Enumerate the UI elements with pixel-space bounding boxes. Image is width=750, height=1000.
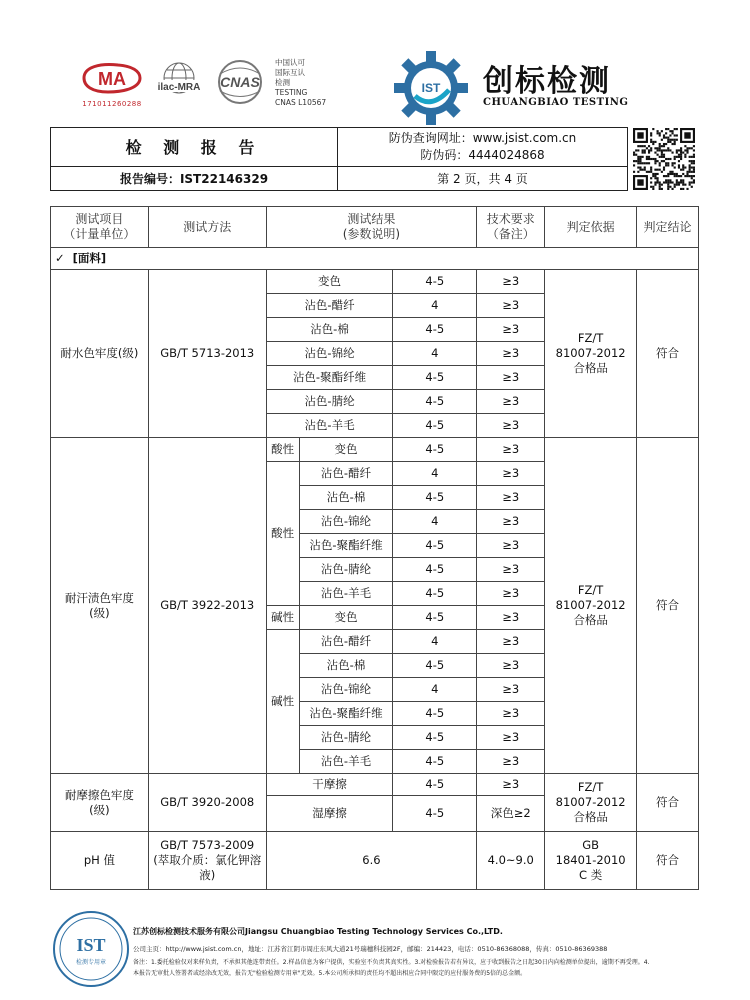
sweat-method: GB/T 3922-2013 [148, 438, 266, 774]
param-name: 沾色-腈纶 [266, 390, 393, 414]
brand-name-en: CHUANGBIAO TESTING [483, 97, 629, 108]
cma-logo [78, 62, 144, 94]
requirement-value: ≥3 [477, 774, 545, 796]
header-requirement: 技术要求 （备注） [477, 207, 545, 248]
requirement-value: ≥3 [477, 750, 545, 774]
requirement-value: ≥3 [477, 366, 545, 390]
ist-logo-text: IST [421, 81, 441, 95]
param-name: 湿摩擦 [266, 796, 393, 832]
ph-method: GB/T 7573-2009 (萃取介质：氯化钾溶 液) [148, 832, 266, 890]
water-item: 耐水色牢度(级) [51, 270, 149, 438]
requirement-value: ≥3 [477, 534, 545, 558]
result-value: 4 [393, 294, 477, 318]
check-mark-icon: ✓ [55, 251, 65, 265]
water-basis: FZ/T 81007-2012 合格品 [545, 270, 637, 438]
testing-seal-stamp [52, 910, 130, 988]
qr-code[interactable] [633, 128, 695, 190]
result-value: 4-5 [393, 606, 477, 630]
ist-logo [393, 50, 469, 126]
requirement-value: ≥3 [477, 294, 545, 318]
requirement-value: ≥3 [477, 510, 545, 534]
verify-code: 防伪码：4444024868 [420, 147, 545, 162]
requirement-value: ≥3 [477, 390, 545, 414]
param-name: 沾色-醋纤 [266, 294, 393, 318]
param-name: 沾色-醋纤 [299, 462, 393, 486]
brand-name-cn: 创标检测 [483, 64, 611, 99]
header-result: 测试结果 (参数说明) [266, 207, 477, 248]
param-name: 沾色-棉 [299, 654, 393, 678]
result-value: 4 [393, 678, 477, 702]
result-value: 4-5 [393, 414, 477, 438]
result-value: 4-5 [393, 366, 477, 390]
requirement-value: ≥3 [477, 342, 545, 366]
ph-basis: GB 18401-2010 C 类 [545, 832, 637, 890]
ph-value: 6.6 [266, 832, 477, 890]
rub-basis: FZ/T 81007-2012 合格品 [545, 774, 637, 832]
result-value: 4-5 [393, 318, 477, 342]
requirement-value: ≥3 [477, 486, 545, 510]
header-basis: 判定依据 [545, 207, 637, 248]
result-value: 4-5 [393, 726, 477, 750]
requirement-value: ≥3 [477, 582, 545, 606]
ph-row [51, 832, 699, 890]
result-value: 4-5 [393, 796, 477, 832]
ilac-text: ilac-MRA [157, 82, 201, 93]
table-row [51, 774, 699, 796]
seal-text: IST [76, 935, 106, 955]
cma-number: 171011260288 [82, 100, 142, 108]
report-title: 检 测 报 告 [51, 128, 338, 167]
seal-subtext: 检测专用章 [75, 959, 107, 966]
requirement-value: ≥3 [477, 438, 545, 462]
verify-site[interactable]: 防伪查询网址：www.jsist.com.cn [388, 130, 577, 145]
footer-note-1: 备注：1.委托检验仅对来样负责，不承担其他连带责任。2.样品信息为客户提供，实验室不负责其真实性。3.对检验报告若有异议，应于收到报告之日起30日内向检测单位提出，逾期不再受理。4. [133, 959, 650, 966]
requirement-value: ≥3 [477, 318, 545, 342]
perspiration-fastness-group [51, 438, 699, 774]
param-name: 沾色-醋纤 [299, 630, 393, 654]
param-name: 沾色-羊毛 [266, 414, 393, 438]
footer-note-2: 本报告无审批人签署者或经涂改无效，报告无"检验检测专用章"无效。5.本公司所承担的责任均不超出相应合同中限定的应付服务费的5倍的总金额。 [133, 970, 527, 977]
param-name: 沾色-腈纶 [299, 558, 393, 582]
result-value: 4-5 [393, 702, 477, 726]
result-value: 4-5 [393, 750, 477, 774]
section-row [51, 248, 699, 270]
requirement-value: 深色≥2 [477, 796, 545, 832]
table-row [51, 438, 699, 462]
param-name: 沾色-聚酯纤维 [266, 366, 393, 390]
requirement-value: ≥3 [477, 606, 545, 630]
company-contact: 公司主页：http://www.jsist.com.cn，地址：江苏省江阴市周庄东风大道21号瑞穗科技园2F，邮编：214423，电话：0510-86368088，传真：0510-86369388 [133, 945, 608, 953]
result-value: 4-5 [393, 270, 477, 294]
requirement-value: ≥3 [477, 726, 545, 750]
acid-label: 酸性 [266, 462, 299, 606]
header-method: 测试方法 [148, 207, 266, 248]
result-value: 4 [393, 342, 477, 366]
report-number: 报告编号：IST22146329 [51, 166, 338, 190]
cma-logo-text: MA [98, 69, 126, 89]
cnas-logo [210, 60, 270, 104]
rub-method: GB/T 3920-2008 [148, 774, 266, 832]
water-conclusion: 符合 [637, 270, 699, 438]
requirement-value: ≥3 [477, 678, 545, 702]
sweat-conclusion: 符合 [637, 438, 699, 774]
acid-label: 酸性 [266, 438, 299, 462]
param-name: 沾色-锦纶 [299, 678, 393, 702]
requirement-value: ≥3 [477, 462, 545, 486]
requirement-value: ≥3 [477, 654, 545, 678]
param-name: 沾色-聚酯纤维 [299, 702, 393, 726]
alkaline-label: 碱性 [266, 606, 299, 630]
requirement-value: ≥3 [477, 270, 545, 294]
param-name: 变色 [266, 270, 393, 294]
param-name: 变色 [299, 606, 393, 630]
report-header-table [50, 127, 628, 191]
header-item: 测试项目 （计量单位） [51, 207, 149, 248]
result-value: 4-5 [393, 438, 477, 462]
requirement-value: ≥3 [477, 414, 545, 438]
param-name: 沾色-羊毛 [299, 582, 393, 606]
ilac-mra-logo [151, 60, 207, 104]
param-name: 沾色-腈纶 [299, 726, 393, 750]
requirement-value: ≥3 [477, 630, 545, 654]
water-fastness-group [51, 270, 699, 438]
result-value: 4-5 [393, 534, 477, 558]
header-conclusion: 判定结论 [637, 207, 699, 248]
param-name: 沾色-锦纶 [299, 510, 393, 534]
company-name: 江苏创标检测技术服务有限公司Jiangsu Chuangbiao Testing Technology Services Co.,LTD. [133, 927, 503, 936]
rubbing-fastness-group [51, 774, 699, 832]
param-name: 沾色-棉 [266, 318, 393, 342]
water-method: GB/T 5713-2013 [148, 270, 266, 438]
sweat-item: 耐汗渍色牢度 (级) [51, 438, 149, 774]
section-label: [面料] [72, 251, 107, 265]
table-row [51, 270, 699, 294]
result-value: 4-5 [393, 558, 477, 582]
results-table [50, 206, 699, 890]
result-value: 4-5 [393, 774, 477, 796]
result-value: 4 [393, 510, 477, 534]
result-value: 4-5 [393, 486, 477, 510]
param-name: 干摩擦 [266, 774, 393, 796]
param-name: 沾色-棉 [299, 486, 393, 510]
result-value: 4-5 [393, 582, 477, 606]
param-name: 变色 [299, 438, 393, 462]
param-name: 沾色-聚酯纤维 [299, 534, 393, 558]
requirement-value: ≥3 [477, 558, 545, 582]
rub-item: 耐摩擦色牢度 (级) [51, 774, 149, 832]
ph-requirement: 4.0~9.0 [477, 832, 545, 890]
sweat-basis: FZ/T 81007-2012 合格品 [545, 438, 637, 774]
result-value: 4-5 [393, 390, 477, 414]
ph-item: pH 值 [51, 832, 149, 890]
ph-conclusion: 符合 [637, 832, 699, 890]
result-value: 4 [393, 630, 477, 654]
cnas-text: CNAS [220, 74, 260, 90]
accreditation-text: 中国认可 国际互认 检测 TESTING CNAS L10567 [275, 58, 327, 107]
verify-info [338, 128, 628, 167]
result-value: 4 [393, 462, 477, 486]
param-name: 沾色-羊毛 [299, 750, 393, 774]
param-name: 沾色-锦纶 [266, 342, 393, 366]
page-indicator: 第 2 页，共 4 页 [338, 166, 628, 190]
rub-conclusion: 符合 [637, 774, 699, 832]
requirement-value: ≥3 [477, 702, 545, 726]
result-value: 4-5 [393, 654, 477, 678]
alkaline-label: 碱性 [266, 630, 299, 774]
table-header-row [51, 207, 699, 248]
